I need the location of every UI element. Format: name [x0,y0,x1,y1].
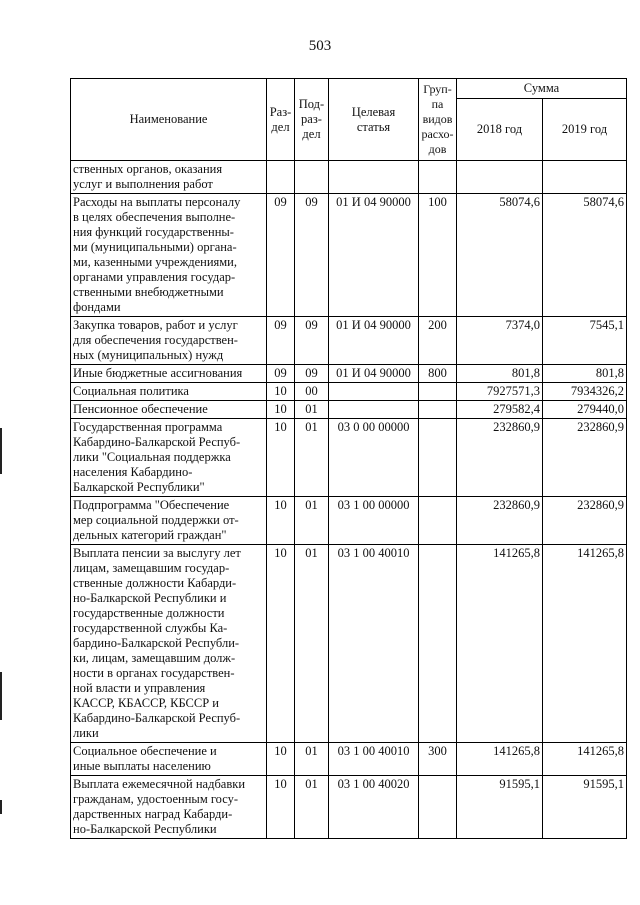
cell-celevaya-statya [329,401,419,419]
cell-vid-rashodov: 100 [419,194,457,317]
header-gruppa-vidov: Груп- па видов расхо- дов [419,79,457,161]
margin-mark-bottom [0,800,2,814]
cell-name: Выплата пенсии за выслугу лет лицам, замещавшим государ- ственные должности Кабарди- но-Балкарской Республики и государственные должности государственной службы Ка- бардино-Балкарской Республи- ки, лицам, замещавшим долж- ности в органах государствен- ной власти и управления КАССР, КБАССР, КБССР и Кабардино-Балкарской Респуб- лики [71,545,267,743]
cell-razdel: 09 [267,317,295,365]
cell-sum-2018: 279582,4 [457,401,543,419]
page-number: 503 [308,38,332,54]
cell-razdel: 10 [267,401,295,419]
cell-vid-rashodov [419,776,457,839]
cell-celevaya-statya: 01 И 04 90000 [329,194,419,317]
cell-razdel: 10 [267,776,295,839]
cell-celevaya-statya: 03 1 00 40010 [329,743,419,776]
cell-name: Государственная программа Кабардино-Балкарской Респуб- лики "Социальная поддержка населения Кабардино- Балкарской Республики" [71,419,267,497]
cell-podrazdel: 01 [295,776,329,839]
cell-name: Выплата ежемесячной надбавки гражданам, удостоенным госу- дарственных наград Кабарди- но-Балкарской Республики [71,776,267,839]
header-name: Наименование [71,79,267,161]
cell-podrazdel: 01 [295,401,329,419]
cell-sum-2018: 91595,1 [457,776,543,839]
cell-sum-2018: 141265,8 [457,545,543,743]
header-year-2019: 2019 год [543,99,627,161]
table-row [71,365,627,383]
cell-vid-rashodov [419,497,457,545]
cell-celevaya-statya [329,161,419,194]
cell-podrazdel: 09 [295,317,329,365]
cell-celevaya-statya [329,383,419,401]
cell-vid-rashodov: 200 [419,317,457,365]
cell-podrazdel [295,161,329,194]
cell-podrazdel: 01 [295,497,329,545]
cell-sum-2018 [457,161,543,194]
cell-sum-2018: 232860,9 [457,419,543,497]
cell-celevaya-statya: 03 1 00 00000 [329,497,419,545]
table-row [71,161,627,194]
cell-sum-2019: 7545,1 [543,317,627,365]
cell-sum-2018: 7374,0 [457,317,543,365]
cell-razdel [267,161,295,194]
header-podrazdel: Под- раз- дел [295,79,329,161]
cell-name: Социальная политика [71,383,267,401]
cell-podrazdel: 01 [295,545,329,743]
cell-razdel: 10 [267,383,295,401]
cell-celevaya-statya: 03 1 00 40010 [329,545,419,743]
cell-celevaya-statya: 01 И 04 90000 [329,317,419,365]
cell-podrazdel: 09 [295,194,329,317]
cell-sum-2019 [543,161,627,194]
cell-name: Подпрограмма "Обеспечение мер социальной поддержки от- дельных категорий граждан" [71,497,267,545]
header-razdel: Раз- дел [267,79,295,161]
cell-razdel: 09 [267,194,295,317]
cell-name: ственных органов, оказания услуг и выполнения работ [71,161,267,194]
cell-sum-2019: 279440,0 [543,401,627,419]
budget-table [70,78,627,839]
table-body [71,161,627,839]
cell-sum-2018: 7927571,3 [457,383,543,401]
cell-celevaya-statya: 03 0 00 00000 [329,419,419,497]
cell-celevaya-statya: 03 1 00 40020 [329,776,419,839]
table-row [71,194,627,317]
table-row [71,743,627,776]
header-year-2018: 2018 год [457,99,543,161]
cell-sum-2018: 141265,8 [457,743,543,776]
cell-sum-2019: 801,8 [543,365,627,383]
cell-vid-rashodov: 800 [419,365,457,383]
cell-razdel: 09 [267,365,295,383]
cell-razdel: 10 [267,419,295,497]
cell-vid-rashodov [419,401,457,419]
cell-razdel: 10 [267,497,295,545]
cell-podrazdel: 00 [295,383,329,401]
cell-sum-2019: 232860,9 [543,497,627,545]
table-row [71,545,627,743]
cell-sum-2019: 91595,1 [543,776,627,839]
cell-sum-2018: 232860,9 [457,497,543,545]
cell-vid-rashodov: 300 [419,743,457,776]
margin-mark-middle [0,672,2,720]
cell-name: Расходы на выплаты персоналу в целях обеспечения выполне- ния функций государственны- ми (муниципальными) органа- ми, казенными учреждениями, органами управления государ- ственными внебюджетными фондами [71,194,267,317]
header-summa: Сумма [457,79,627,99]
cell-sum-2019: 232860,9 [543,419,627,497]
header-celevaya-statya: Целевая статья [329,79,419,161]
cell-name: Социальное обеспечение и иные выплаты населению [71,743,267,776]
cell-sum-2018: 801,8 [457,365,543,383]
cell-podrazdel: 01 [295,419,329,497]
cell-sum-2019: 141265,8 [543,545,627,743]
cell-celevaya-statya: 01 И 04 90000 [329,365,419,383]
cell-vid-rashodov [419,383,457,401]
cell-name: Закупка товаров, работ и услуг для обеспечения государствен- ных (муниципальных) нужд [71,317,267,365]
cell-vid-rashodov [419,545,457,743]
cell-sum-2019: 58074,6 [543,194,627,317]
cell-name: Иные бюджетные ассигнования [71,365,267,383]
table-row [71,317,627,365]
cell-sum-2019: 7934326,2 [543,383,627,401]
cell-podrazdel: 01 [295,743,329,776]
cell-sum-2019: 141265,8 [543,743,627,776]
margin-mark-top [0,428,2,474]
cell-sum-2018: 58074,6 [457,194,543,317]
table-row [71,776,627,839]
table-row [71,383,627,401]
table-row [71,419,627,497]
cell-vid-rashodov [419,161,457,194]
cell-razdel: 10 [267,545,295,743]
cell-razdel: 10 [267,743,295,776]
cell-name: Пенсионное обеспечение [71,401,267,419]
table-row [71,401,627,419]
cell-podrazdel: 09 [295,365,329,383]
cell-vid-rashodov [419,419,457,497]
table-row [71,497,627,545]
